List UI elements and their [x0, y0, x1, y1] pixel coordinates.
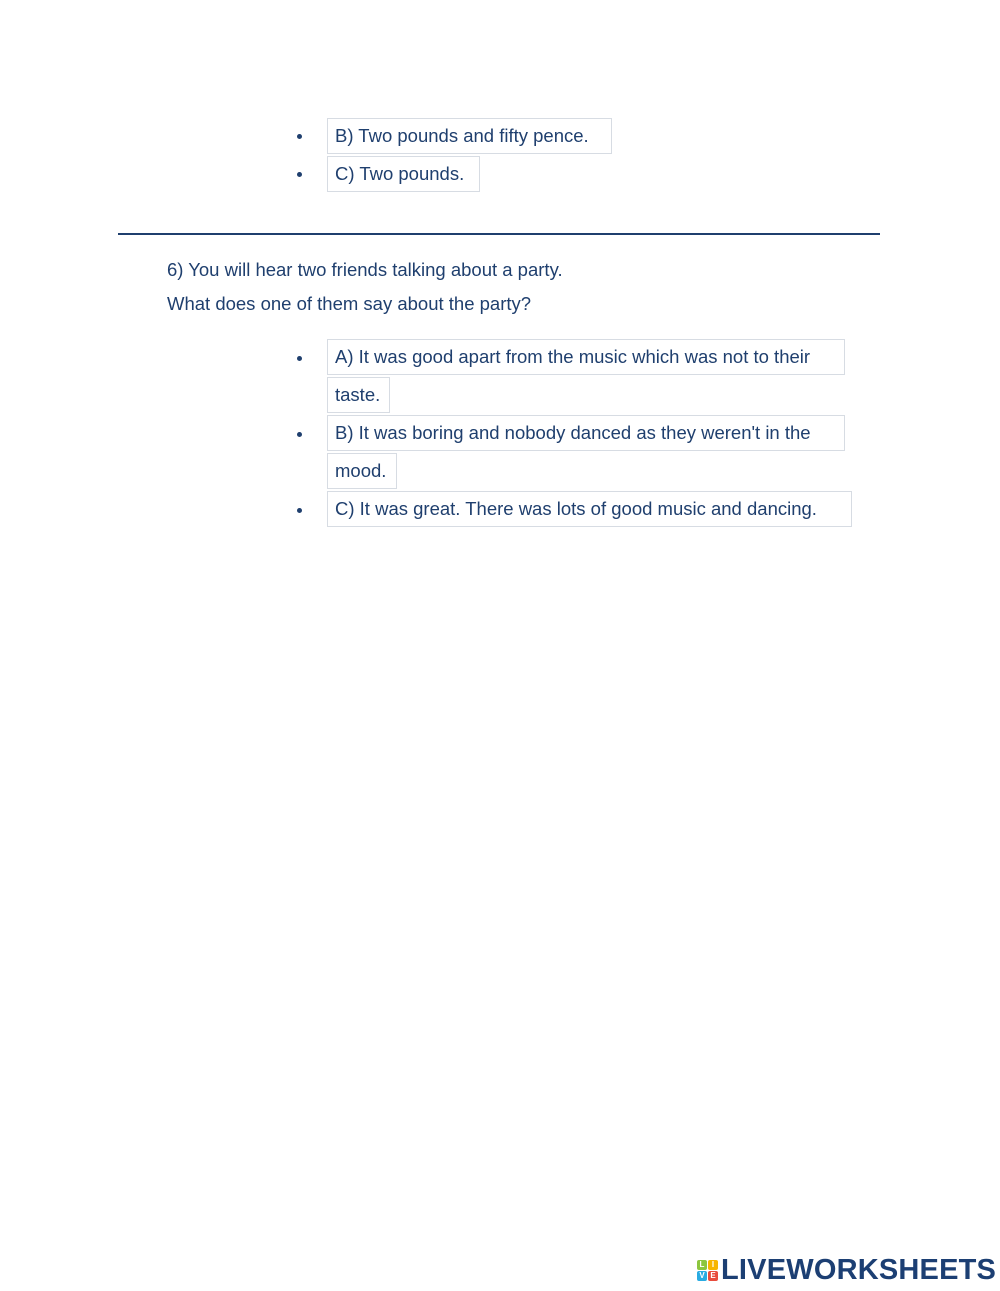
question-6-subprompt: What does one of them say about the party? [167, 293, 532, 314]
logo-tile-e: E [708, 1271, 718, 1281]
answer-option-b-line1[interactable]: B) It was boring and nobody danced as they weren't in the [327, 415, 845, 451]
logo-tile-i: I [708, 1260, 718, 1270]
bullet-icon [297, 356, 305, 364]
liveworksheets-logo [697, 1256, 996, 1284]
answer-option-a-line2[interactable]: taste. [327, 377, 390, 413]
answer-option-a-line1[interactable]: A) It was good apart from the music which was not to their [327, 339, 845, 375]
answer-option-c[interactable]: C) It was great. There was lots of good music and dancing. [327, 491, 852, 527]
bullet-icon [297, 508, 305, 516]
logo-tile-l: L [697, 1260, 707, 1270]
answer-option-b-line2[interactable]: mood. [327, 453, 397, 489]
answer-option-prev-c[interactable]: C) Two pounds. [327, 156, 480, 192]
section-divider [118, 233, 880, 235]
bullet-icon [297, 172, 305, 180]
logo-tile-v: V [697, 1271, 707, 1281]
logo-text: LIVEWORKSHEETS [721, 1254, 997, 1286]
bullet-icon [297, 134, 305, 142]
question-6-prompt: 6) You will hear two friends talking about a party. [167, 259, 563, 280]
bullet-icon [297, 432, 305, 440]
liveworksheets-logo-icon [697, 1260, 718, 1281]
answer-option-prev-b[interactable]: B) Two pounds and fifty pence. [327, 118, 612, 154]
